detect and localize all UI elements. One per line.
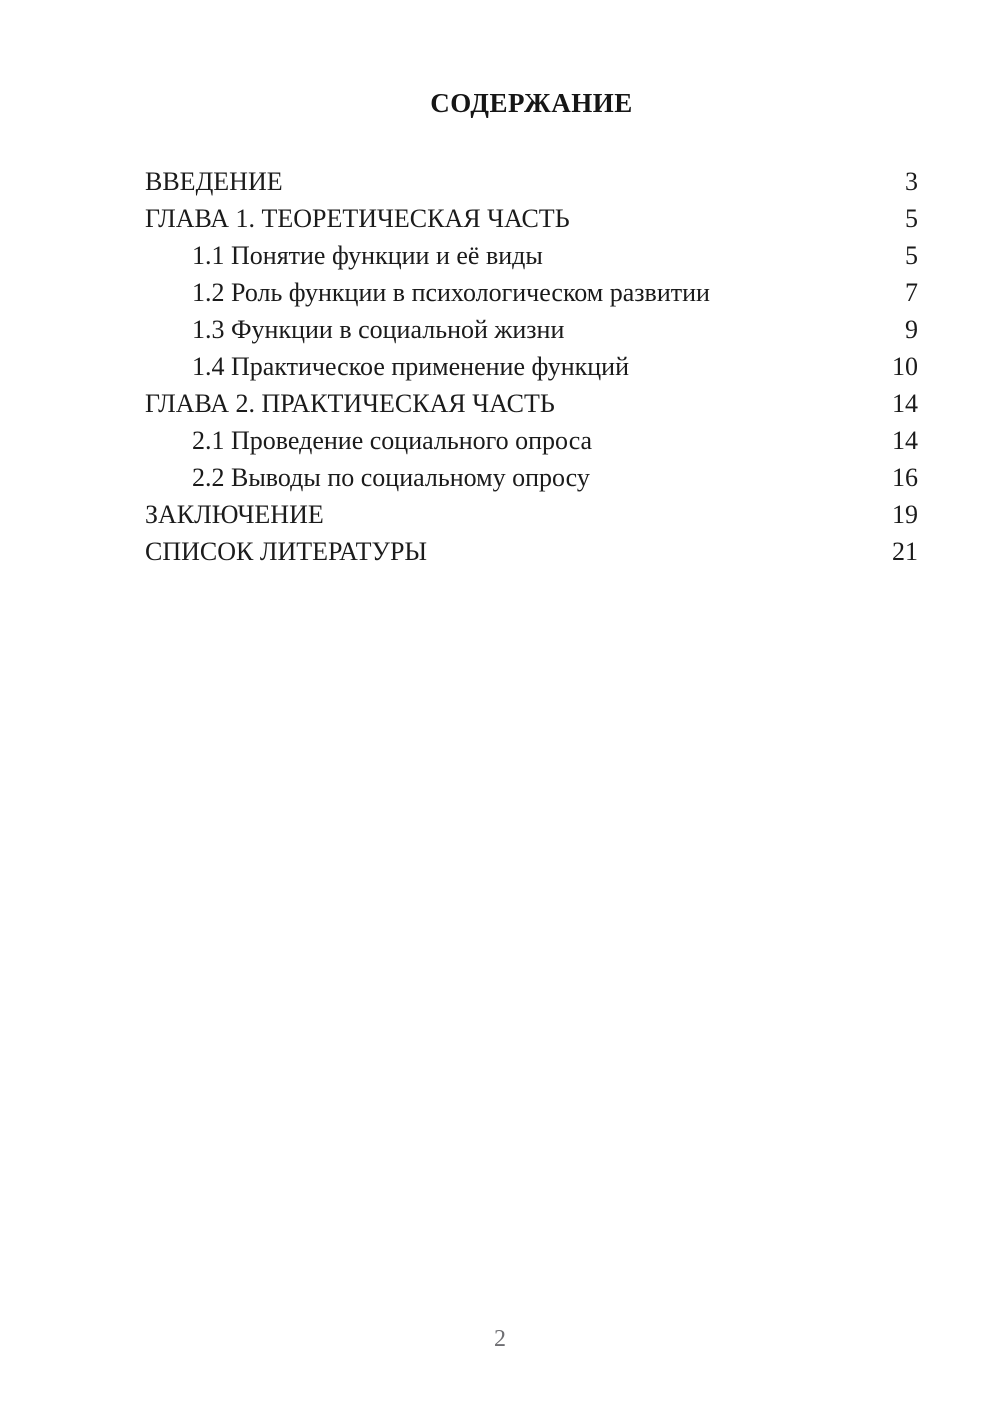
toc-entry-label: 1.3 Функции в социальной жизни — [192, 315, 565, 344]
toc-entry-page-number: 14 — [892, 426, 918, 455]
toc-list — [145, 163, 918, 570]
toc-entry-page-number: 3 — [905, 167, 918, 196]
toc-entry-label: 1.1 Понятие функции и её виды — [192, 241, 543, 270]
toc-entry-label: 2.1 Проведение социального опроса — [192, 426, 593, 455]
toc-entry — [145, 422, 918, 459]
toc-entry — [145, 459, 918, 496]
toc-entry-label: ГЛАВА 2. ПРАКТИЧЕСКАЯ ЧАСТЬ — [145, 389, 555, 418]
toc-entry — [145, 348, 918, 385]
toc-entry — [145, 533, 918, 570]
toc-entry-label: СПИСОК ЛИТЕРАТУРЫ — [145, 537, 428, 566]
toc-entry — [145, 496, 918, 533]
toc-entry — [145, 385, 918, 422]
toc-entry — [145, 311, 918, 348]
toc-entry — [145, 200, 918, 237]
toc-entry-label: ГЛАВА 1. ТЕОРЕТИЧЕСКАЯ ЧАСТЬ — [145, 204, 570, 233]
toc-entry-label: 1.4 Практическое применение функций — [192, 352, 629, 381]
toc-entry-page-number: 5 — [905, 204, 918, 233]
toc-entry-page-number: 9 — [905, 315, 918, 344]
toc-entry-page-number: 14 — [892, 389, 918, 418]
toc-entry-label: ВВЕДЕНИЕ — [145, 167, 283, 196]
footer-page-number: 2 — [494, 1326, 506, 1352]
toc-entry — [145, 237, 918, 274]
toc-entry-page-number: 16 — [892, 463, 918, 492]
toc-entry-label: ЗАКЛЮЧЕНИЕ — [145, 500, 324, 529]
toc-entry-page-number: 19 — [892, 500, 918, 529]
toc-entry-page-number: 5 — [905, 241, 918, 270]
toc-entry — [145, 274, 918, 311]
toc-entry-page-number: 21 — [892, 537, 918, 566]
toc-entry-page-number: 7 — [905, 278, 918, 307]
toc-entry-label: 1.2 Роль функции в психологическом развитии — [192, 278, 710, 307]
toc-entry-label: 2.2 Выводы по социальному опросу — [192, 463, 590, 492]
toc-entry — [145, 163, 918, 200]
toc-entry-page-number: 10 — [892, 352, 918, 381]
page-title: СОДЕРЖАНИЕ — [430, 88, 633, 118]
